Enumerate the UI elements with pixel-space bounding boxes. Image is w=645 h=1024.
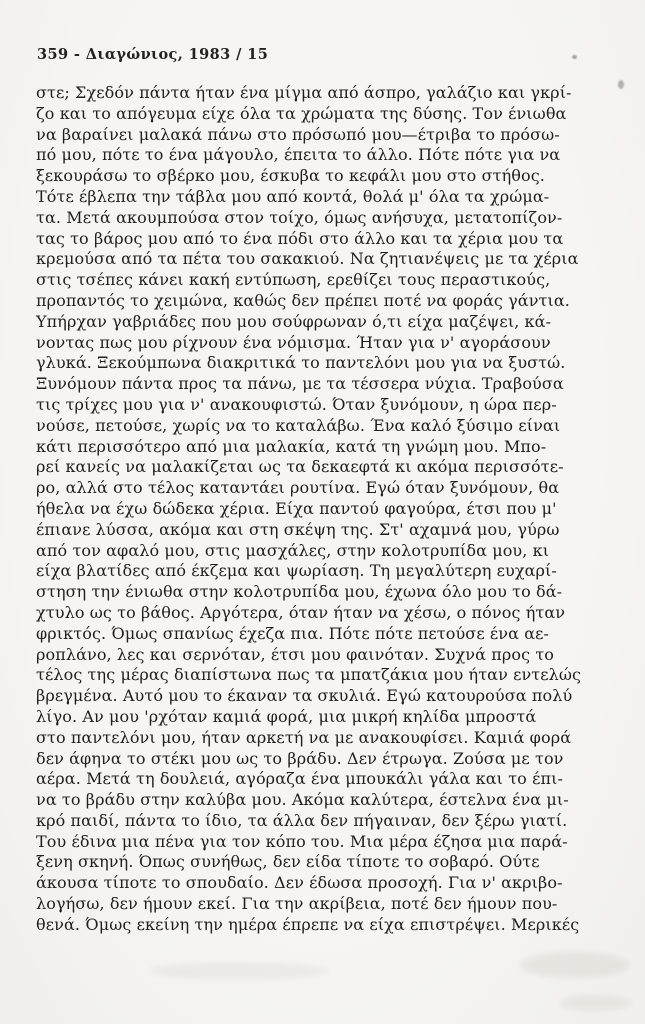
text-line: αέρα. Μετά τη δουλειά, αγόραζα ένα μπουκάλι γάλα και το έπι-	[36, 769, 563, 789]
text-line: να βαραίνει μαλακά πάνω στο πρόσωπό μου—έτριβα το πρόσω-	[36, 124, 560, 144]
text-line: στε; Σχεδόν πάντα ήταν ένα μίγμα από άσπρο, γαλάζιο και γκρί-	[36, 83, 572, 102]
scan-smudge	[150, 962, 330, 980]
text-line: κάτι περισσότερο από μια μαλακία, κατά τη γνώμη μου. Μπο-	[36, 436, 547, 456]
text-line: ροπλάνο, λες και σερνόταν, έτσι μου φαινόταν. Συχνά προς το	[36, 644, 555, 664]
text-line: είχα βλατίδες από έκζεμα και ψωρίαση. Τη μεγαλύτερη ευχαρί-	[36, 561, 557, 581]
text-line: ρο, αλλά στο τέλος καταντάει ρουτίνα. Εγώ όταν ξυνόμουν, θα	[36, 478, 560, 498]
text-line: τα. Μετά ακουμπούσα στον τοίχο, όμως ανήσυχα, μετατοπίζον-	[36, 207, 563, 227]
text-line: ξενη σκηνή. Όπως συνήθως, δεν είδα τίποτε το σοβαρό. Ούτε	[36, 852, 540, 872]
scan-speck	[618, 80, 624, 89]
text-line: κρεμούσα από τα πέτα του σακακιού. Να ζητιανέψεις με τα χέρια	[36, 249, 579, 269]
text-line: γλυκά. Ξεκούμπωνα διακριτικά το παντελόνι μου για να ξυστώ.	[36, 353, 566, 373]
text-line: βρεγμένα. Αυτό μου το έκαναν τα σκυλιά. Εγώ κατουρούσα πολύ	[36, 686, 573, 706]
scan-smudge	[560, 995, 630, 1011]
scan-smudge	[520, 952, 630, 978]
text-line: Του έδινα μια πένα για τον κόπο του. Μια μέρα έζησα μια παρά-	[36, 831, 568, 851]
text-line: κρό παιδί, πάντα το ίδιο, τα άλλα δεν πήγαιναν, δεν ξέρω γιατί.	[36, 810, 568, 830]
text-line: θενά. Όμως εκείνη την ημέρα έπρεπε να είχα επιστρέψει. Μερικές	[36, 914, 580, 934]
text-line: δεν άφηνα το στέκι μου ως το βράδυ. Δεν έτρωγα. Ζούσα με τον	[36, 748, 564, 768]
text-line: έπιανε λύσσα, ακόμα και στη σκέψη της. Στ' αχαμνά μου, γύρω	[36, 519, 560, 539]
text-line: να το βράδυ στην καλύβα μου. Ακόμα καλύτερα, έστελνα ένα μι-	[36, 790, 569, 810]
running-head: 359 - Διαγώνιος, 1983 / 15	[37, 46, 269, 63]
text-line: στις τσέπες κάνει κακή εντύπωση, ερεθίζει τους περαστικούς,	[36, 270, 551, 290]
text-line: τέλος της μέρας διαπίστωνα πως τα μπατζάκια μου ήταν εντελώς	[36, 665, 582, 685]
text-line: ξεκουράσω το σβέρκο μου, έσκυβα το κεφάλι μου στο στήθος.	[36, 166, 545, 186]
text-line: ζο και το απόγευμα είχε όλα τα χρώματα της δύσης. Τον ένιωθα	[36, 103, 567, 123]
text-line: νοντας πως μου ρίχνουν ένα νόμισμα. Ήταν για ν' αγοράσουν	[36, 332, 551, 352]
text-line: στο παντελόνι μου, ήταν αρκετή να με ανακουφίσει. Καμιά φορά	[36, 727, 572, 747]
body-text	[36, 83, 613, 936]
text-line: λογήσω, δεν ήμουν εκεί. Για την ακρίβεια, ποτέ δεν ήμουν που-	[36, 894, 558, 914]
text-line: νούσε, πετούσε, χωρίς να το καταλάβω. Ένα καλό ξύσιμο είναι	[36, 415, 561, 435]
text-line: τις τρίχες μου για ν' ανακουφιστώ. Όταν ξυνόμουν, η ώρα περ-	[36, 394, 557, 414]
text-line: Τότε έβλεπα την τάβλα μου από κοντά, θολά μ' όλα τα χρώμα-	[36, 186, 550, 206]
text-line: άκουσα τίποτε το σπουδαίο. Δεν έδωσα προσοχή. Για ν' ακριβο-	[36, 873, 563, 893]
text-line: τας το βάρος μου από το ένα πόδι στο άλλο και τα χέρια μου τα	[36, 228, 564, 248]
text-line: στηση την ένιωθα στην κολοτρυπίδα μου, έχωνα όλο μου το δά-	[36, 582, 563, 602]
text-line: Ξυνόμουν πάντα προς τα πάνω, με τα τέσσερα νύχια. Τραβούσα	[36, 374, 564, 394]
text-line: προπαντός το χειμώνα, καθώς δεν πρέπει ποτέ να φοράς γάντια.	[36, 290, 570, 310]
text-line: λίγο. Αν μου 'ρχόταν καμιά φορά, μια μικρή κηλίδα μπροστά	[36, 706, 537, 726]
text-line: ήθελα να έχω δώδεκα χέρια. Είχα παντού φαγούρα, έτσι που μ'	[36, 498, 557, 518]
text-line: χτυλο ως το βάθος. Αργότερα, όταν ήταν να χέσω, ο πόνος ήταν	[36, 602, 566, 622]
text-line: ρεί κανείς να μαλακίζεται ως τα δεκαεφτά κι ακόμα περισσότε-	[36, 457, 564, 477]
text-line: από τον αφαλό μου, στις μασχάλες, στην κολοτρυπίδα μου, κι	[36, 540, 550, 560]
text-line: Υπήρχαν γαβριάδες που μου σούφρωναν ό,τι είχα μαζέψει, κά-	[36, 311, 552, 331]
text-line: φρικτός. Όμως σπανίως έχεζα πια. Πότε πότε πετούσε ένα αε-	[36, 623, 550, 643]
text-line: πό μου, πότε το ένα μάγουλο, έπειτα το άλλο. Πότε πότε για να	[36, 145, 561, 165]
scan-speck	[572, 55, 577, 59]
